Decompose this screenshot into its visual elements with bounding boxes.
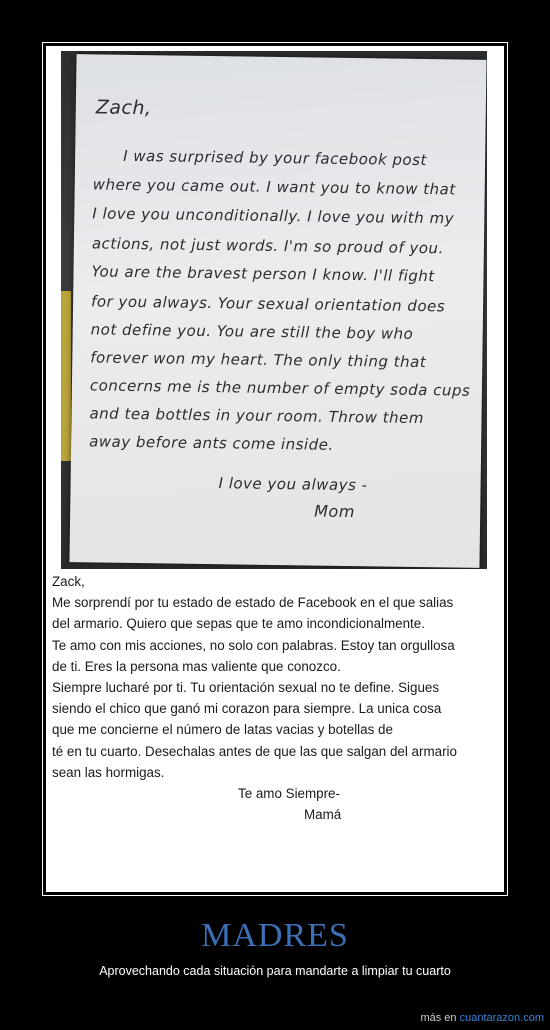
- translation-closing: Te amo Siempre-: [238, 786, 340, 802]
- letter-line: concerns me is the number of empty soda cups: [89, 376, 471, 400]
- letter-line: I love you unconditionally. I love you with my: [92, 204, 455, 228]
- poster-content: [46, 46, 504, 892]
- handwritten-letter: [69, 54, 486, 568]
- translation-line: Me sorprendí por tu estado de estado de Facebook en el que salias: [52, 595, 454, 611]
- letter-line: and tea bottles in your room. Throw them: [89, 404, 425, 428]
- letter-line: actions, not just words. I'm so proud of you.: [91, 234, 444, 258]
- letter-line: forever won my heart. The only thing that: [90, 348, 427, 372]
- translation-text: [52, 571, 504, 825]
- site-footer: [420, 1012, 544, 1024]
- background-object: [61, 291, 71, 461]
- translation-line: sean las hormigas.: [52, 764, 165, 780]
- translation-line: té en tu cuarto. Desechalas antes de que las que salgan del armario: [52, 743, 457, 759]
- letter-line: You are the bravest person I know. I'll fight: [91, 262, 435, 286]
- poster-subtitle: Aprovechando cada situación para mandarte a limpiar tu cuarto: [99, 964, 451, 978]
- translation-line: Zack,: [52, 574, 85, 589]
- translation-signature: Mamá: [304, 807, 342, 823]
- letter-line: where you came out. I want you to know that: [92, 175, 456, 199]
- letter-line: for you always. Your sexual orientation does: [90, 292, 446, 316]
- translation-line: Siempre lucharé por ti. Tu orientación sexual no te define. Sigues: [52, 680, 440, 696]
- letter-closing: I love you always -: [218, 474, 368, 495]
- site-link[interactable]: cuantarazon.com: [459, 1012, 544, 1024]
- letter-signature: Mom: [314, 501, 356, 522]
- poster-title: MADRES: [201, 917, 349, 954]
- translation-line: Te amo con mis acciones, no solo con palabras. Estoy tan orgullosa: [52, 637, 455, 653]
- letter-line: I was surprised by your facebook post: [123, 146, 427, 170]
- poster-frame: [42, 42, 508, 896]
- letter-photo: [61, 51, 487, 569]
- translation-line: siendo el chico que ganó mi corazon para siempre. La unica cosa: [52, 701, 442, 717]
- letter-line: away before ants come inside.: [89, 432, 334, 454]
- footer-prefix: más en: [420, 1012, 457, 1024]
- letter-greeting: Zach,: [95, 96, 152, 120]
- letter-line: not define you. You are still the boy who: [90, 320, 414, 343]
- translation-line: que me concierne el número de latas vacias y botellas de: [52, 722, 393, 738]
- translation-line: del armario. Quiero que sepas que te amo incondicionalmente.: [52, 616, 425, 632]
- translation-line: de ti. Eres la persona mas valiente que conozco.: [52, 658, 341, 674]
